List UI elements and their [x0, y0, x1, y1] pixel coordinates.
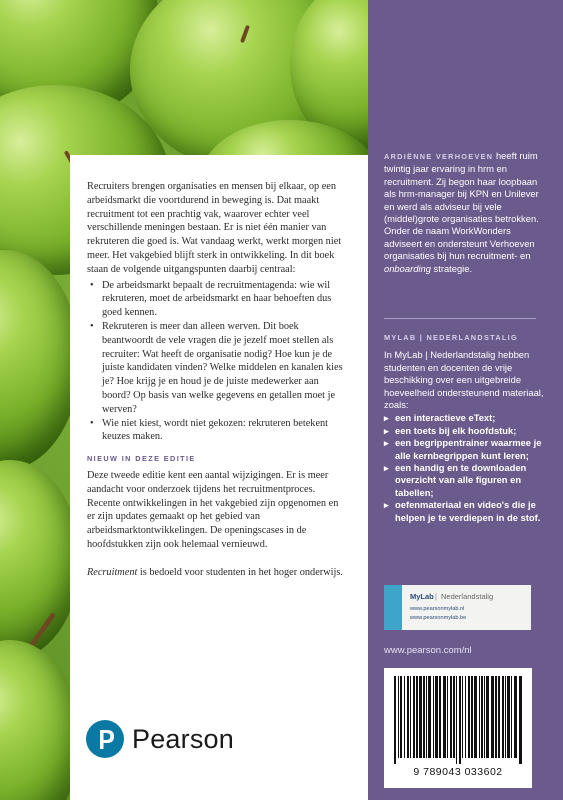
key-point: • Wie niet kiest, wordt niet gekozen: rekruteren betekent keuzes maken. [87, 417, 345, 445]
barcode-bar [519, 676, 522, 764]
mylab-feature: ▸ oefenmateriaal en video's die je helpen je te verdiepen in de stof. [384, 499, 544, 524]
barcode-bar [400, 676, 402, 758]
badge-url-nl[interactable]: www.pearsonmylab.nl [410, 606, 465, 612]
intro-paragraph: Recruiters brengen organisaties en mensen bij elkaar, op een arbeidsmarkt die voortdurend in beweging is. Dat maakt recruitment tot een prachtig vak, waarover echter veel verschillende meningen bestaan. Er is niet één manier van rekruteren die goed is. Wat vandaag werkt, werkt morgen niet meer. Het vakgebied blijft sterk in ontwikkeling. In dit boek staan de volgende uitgangspunten daarbij centraal: [87, 181, 342, 275]
barcode-bar [481, 676, 483, 758]
barcode-bar [453, 676, 455, 758]
author-bio-italic: onboarding [384, 262, 431, 274]
mylab-intro: In MyLab | Nederlandstalig hebben studenten en docenten de vrije beschikking over een uitgebreide hoeveelheid ondersteunend materiaal, zoals: [384, 349, 544, 411]
barcode-bar [416, 676, 418, 758]
key-points-list [87, 279, 345, 445]
barcode-bar [419, 676, 422, 758]
barcode-bar [462, 676, 463, 758]
barcode-bar [514, 676, 517, 758]
barcode-bar [498, 676, 500, 758]
barcode-bar [398, 676, 399, 758]
audience-paragraph [87, 566, 345, 580]
key-point: • De arbeidsmarkt bepaalt de recruitmentagenda: wie wil rekruteren, moet de arbeidsmarkt en haar behoeften dus goed kennen. [87, 279, 345, 320]
badge-url-be[interactable]: www.pearsonmylab.be [410, 615, 467, 621]
badge-color-strip [384, 585, 402, 630]
mylab-features-list [384, 412, 544, 524]
barcode-bar [468, 676, 470, 758]
sidebar-divider [384, 318, 536, 319]
barcode-bar [428, 676, 431, 758]
badge-title: MyLab [410, 592, 434, 601]
barcode-bar [502, 676, 504, 758]
barcode-bar [394, 676, 396, 764]
barcode-bar [450, 676, 452, 758]
new-edition-paragraph: Deze tweede editie kent een aantal wijzigingen. Er is meer aandacht voor onderzoek tijdens het recruitmentproces. Recente ontwikkelingen in het vakgebied zijn opgenomen en er zijn updates gemaakt op het gebied van arbeidsmarktontwikkelingen. De openingscases in de hoofdstukken zijn ook helemaal vernieuwd. [87, 469, 339, 550]
pearson-p-icon [86, 720, 124, 758]
barcode-bar [486, 676, 489, 758]
barcode-bar [456, 676, 457, 764]
key-point: • Rekruteren is meer dan alleen werven. Dit boek beantwoordt de vele vragen die je jezelf moet stellen als recruiter: Wat heeft de organisatie nodig? Hoe kun je de juiste kandidaten vinden? Welke middelen en kanalen kies je? Hoe krijg je en houd je de juiste medewerker aan boord? Op basis van welke gegevens en getallen moet je werven? [87, 320, 345, 417]
mylab-heading: MYLAB | NEDERLANDSTALIG [384, 333, 518, 342]
barcode-bar [465, 676, 466, 758]
mylab-badge [384, 585, 531, 630]
barcode-bar [439, 676, 441, 758]
barcode-bar [471, 676, 473, 758]
isbn-number: 9 789043 033602 [413, 766, 503, 778]
barcode-bar [404, 676, 405, 758]
book-title: Recruitment [87, 566, 138, 578]
badge-subtitle: Nederlandstalig [441, 592, 494, 601]
mylab-section [384, 332, 544, 524]
barcode-bar [484, 676, 485, 758]
author-name: ARDIËNNE VERHOEVEN [384, 152, 494, 161]
barcode-bar [459, 676, 461, 764]
barcode-bar [511, 676, 512, 758]
back-cover-text [87, 180, 345, 580]
author-bio-end: strategie. [430, 262, 473, 274]
isbn-barcode [384, 668, 532, 788]
badge-separator: | [435, 592, 437, 601]
pearson-wordmark: Pearson [132, 723, 234, 754]
barcode-bar [443, 676, 446, 758]
barcode-bar [413, 676, 415, 758]
barcode-bar [495, 676, 497, 758]
barcode-bar [491, 676, 494, 758]
barcode-bar [505, 676, 506, 758]
mylab-feature: ▸ een toets bij elk hoofdstuk; [384, 425, 544, 437]
barcode-bar [410, 676, 411, 758]
barcode-bar [479, 676, 480, 758]
barcode-bar [474, 676, 477, 758]
barcode-bar [507, 676, 510, 758]
barcode-bars [392, 676, 524, 764]
publisher-website-link[interactable]: www.pearson.com/nl [384, 645, 472, 656]
barcode-bar [433, 676, 434, 758]
mylab-feature: ▸ een handig en te downloaden overzicht van alle figuren en tabellen; [384, 462, 544, 499]
mylab-feature: ▸ een begrippentrainer waarmee je alle kernbegrippen kunt leren; [384, 437, 544, 462]
author-bio-text: heeft ruim twintig jaar ervaring in hrm en recruitment. Zij begon haar loopbaan als hrm-manager bij KPN en Unilever en werd als adviseur bij vele (middel)grote organisaties betrokken. Onder de naam WorkWonders adviseert en ondersteunt Verhoeven organisaties bij hun recruitment- en [384, 150, 539, 262]
barcode-bar [447, 676, 448, 758]
barcode-bar [435, 676, 438, 758]
barcode-bar [423, 676, 425, 758]
audience-text: is bedoeld voor studenten in het hoger onderwijs. [137, 566, 343, 578]
barcode-bar [426, 676, 427, 758]
mylab-feature: ▸ een interactieve eText; [384, 412, 544, 424]
new-edition-heading: NIEUW IN DEZE EDITIE [87, 454, 196, 464]
pearson-logo [86, 720, 234, 758]
barcode-bar [407, 676, 409, 758]
author-bio [384, 150, 544, 275]
